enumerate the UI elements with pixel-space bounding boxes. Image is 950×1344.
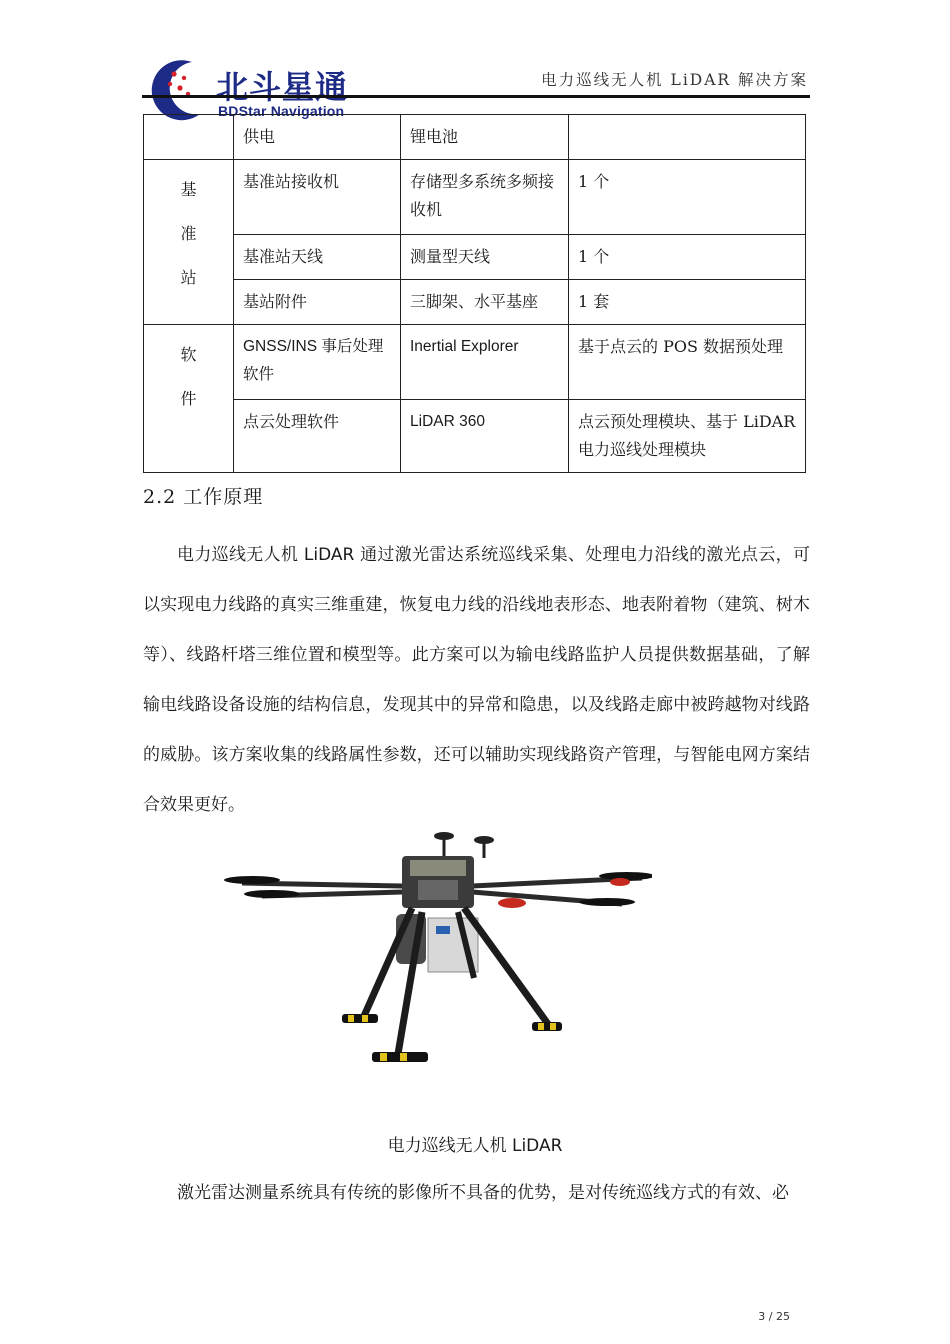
table-cell: 三脚架、水平基座: [401, 280, 569, 325]
table-cell: 点云处理软件: [234, 400, 401, 473]
table-cell: 基准站天线: [234, 235, 401, 280]
table-cell: 1 套: [569, 280, 806, 325]
table-cell: 测量型天线: [401, 235, 569, 280]
table-row: [144, 115, 806, 160]
figure-caption: 电力巡线无人机 LiDAR: [387, 1136, 563, 1156]
document-title: 电力巡线无人机 LiDAR 解决方案: [541, 71, 808, 89]
table-cell: 存储型多系统多频接收机: [401, 160, 569, 235]
table-cell: [569, 115, 806, 160]
table-row: [144, 400, 806, 473]
table-cell: 锂电池: [401, 115, 569, 160]
section-heading: 2.2 工作原理: [143, 486, 264, 508]
equipment-table: [143, 114, 806, 473]
body-paragraph-continued: 激光雷达测量系统具有传统的影像所不具备的优势，是对传统巡线方式的有效、必: [177, 1183, 789, 1203]
table-cell: Inertial Explorer: [401, 325, 569, 400]
page-number: 3 / 25: [758, 1310, 790, 1323]
table-row: [144, 280, 806, 325]
table-cell: 基于点云的 POS 数据预处理: [569, 325, 806, 400]
logo-chinese-name: 北斗星通: [216, 68, 349, 106]
table-cell: 供电: [234, 115, 401, 160]
body-paragraph: 电力巡线无人机 LiDAR 通过激光雷达系统巡线采集、处理电力沿线的激光点云，可以实现电力线路的真实三维重建，恢复电力线的沿线地表形态、地表附着物（建筑、树木等）、线路杆塔三维位置和模型等。此方案可以为输电线路监护人员提供数据基础，了解输电线路设备设施的结构信息，发现其中的异常和隐患，以及线路走廊中被跨越物对线路的威胁。该方案收集的线路属性参数，还可以辅助实现线路资产管理，与智能电网方案结合效果更好。: [143, 545, 810, 815]
table-cell: 基准站接收机: [234, 160, 401, 235]
category-cell-software: 软 件: [144, 325, 234, 473]
table-cell: 1 个: [569, 160, 806, 235]
drone-lidar-image: [222, 828, 652, 1068]
table-row: [144, 235, 806, 280]
table-cell: 基站附件: [234, 280, 401, 325]
table-row: [144, 325, 806, 400]
category-cell-base-station: 基 准 站: [144, 160, 234, 325]
table-cell: 1 个: [569, 235, 806, 280]
table-cell: [144, 115, 234, 160]
logo-english-name: BDStar Navigation: [218, 103, 345, 119]
table-cell: LiDAR 360: [401, 400, 569, 473]
table-row: [144, 160, 806, 235]
table-cell: GNSS/INS 事后处理软件: [234, 325, 401, 400]
header-divider: [142, 95, 810, 98]
table-cell: 点云预处理模块、基于 LiDAR 电力巡线处理模块: [569, 400, 806, 473]
